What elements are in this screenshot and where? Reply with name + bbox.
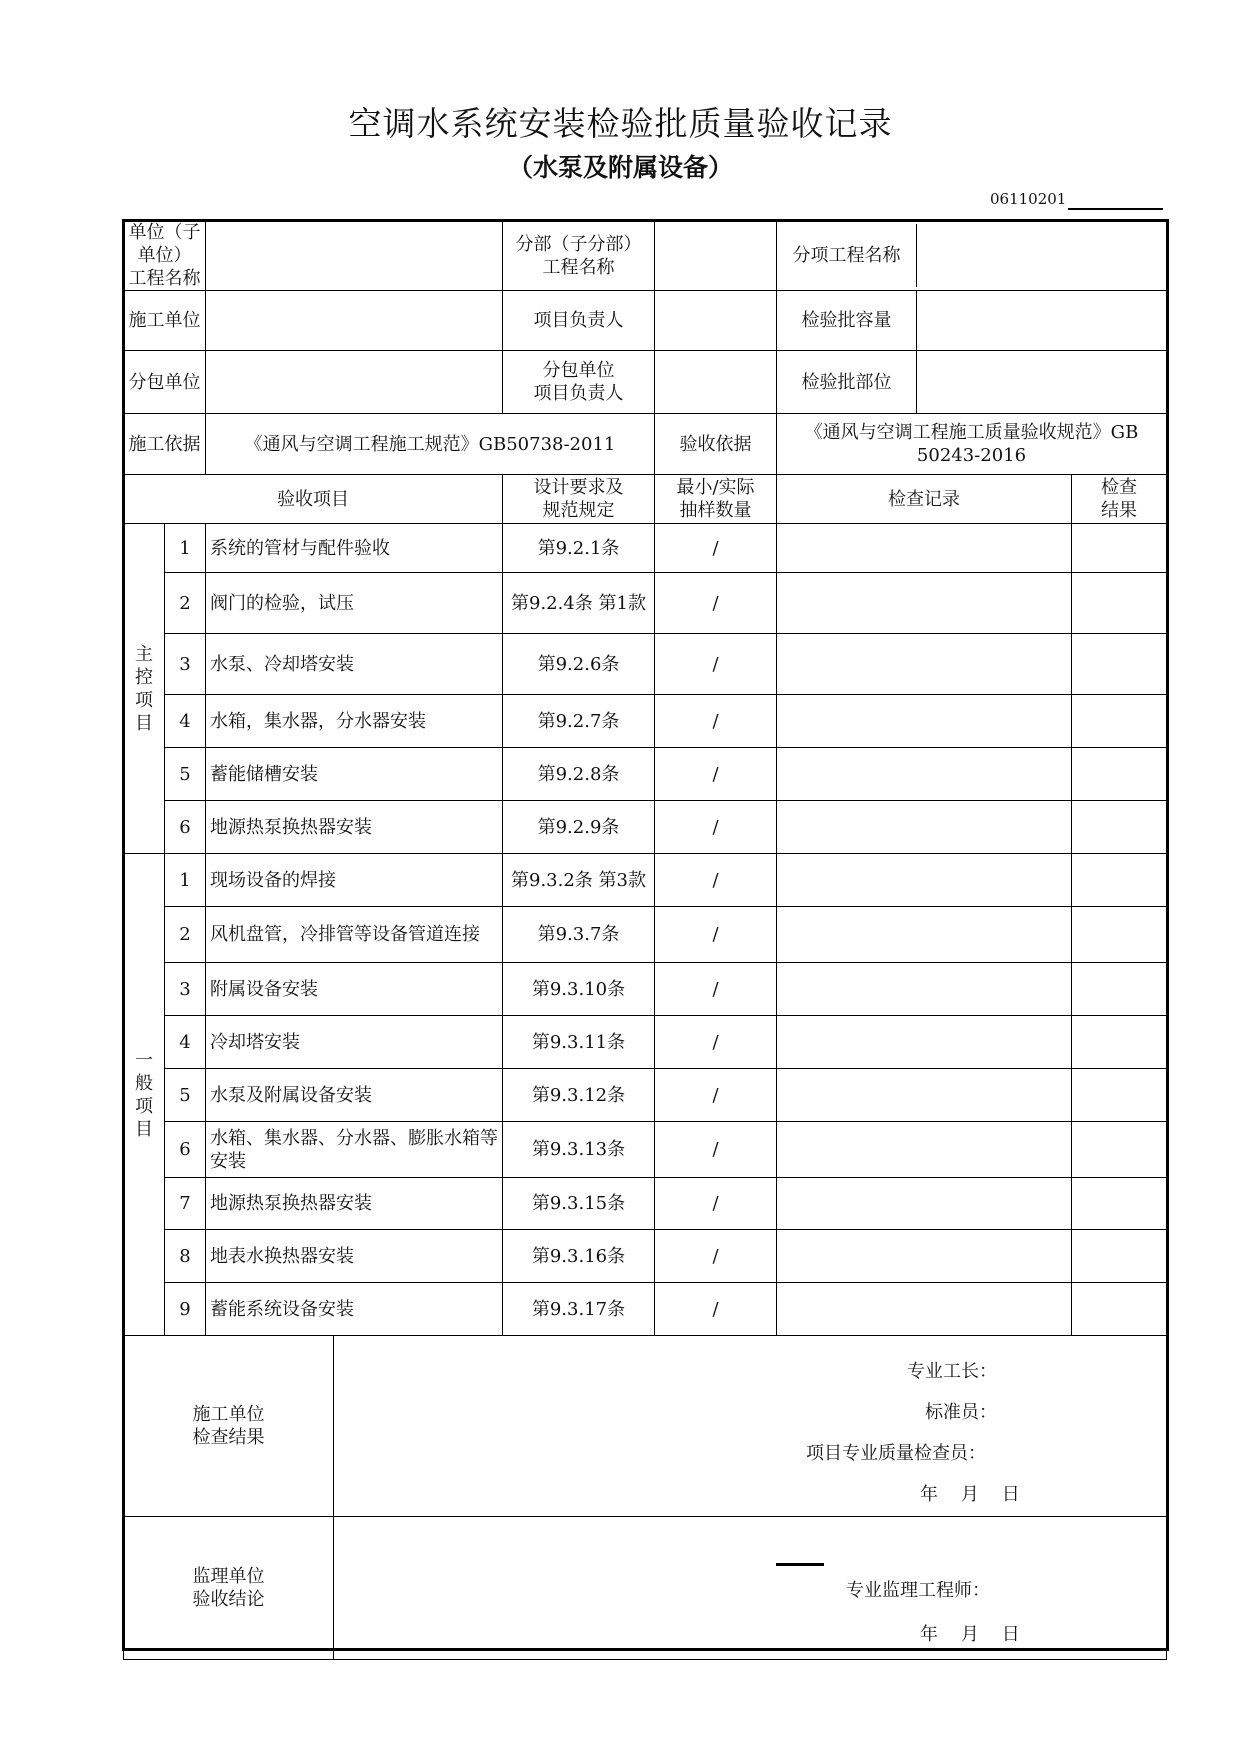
row-clause: 第9.3.2条 第3款 [503,854,655,907]
row-number: 7 [165,1178,206,1230]
construction-check-signature-area[interactable] [334,1336,1166,1516]
row-clause: 第9.3.13条 [503,1122,655,1178]
row-clause: 第9.3.17条 [503,1283,655,1336]
batch-location-label: 检验批部位 [777,351,917,413]
row-record-field[interactable] [777,963,1072,1016]
row-result-field[interactable] [1072,1069,1167,1122]
batch-capacity-label: 检验批容量 [777,291,917,350]
table-row [124,524,1167,573]
item-name-field[interactable] [917,224,1166,287]
row-number: 5 [165,748,206,801]
info-row [124,351,1167,414]
supervision-row [124,1517,1167,1660]
row-sample: / [655,1230,777,1283]
batch-capacity-field[interactable] [917,291,1166,350]
table-row [124,854,1167,907]
inspection-form-table [123,220,1167,1660]
batch-location-field[interactable] [917,351,1166,413]
table-row [124,1122,1167,1178]
sub-division-name-label: 分部（子分部） 工程名称 [503,221,655,291]
supervision-label: 监理单位 验收结论 [124,1517,334,1659]
foreman-label: 专业工长： [907,1361,997,1382]
subcontract-lead-label: 分包单位 项目负责人 [503,351,655,414]
row-sample: / [655,1122,777,1178]
col-items-header: 验收项目 [124,475,503,524]
row-record-field[interactable] [777,1016,1072,1069]
col-result-header: 检查 结果 [1072,475,1167,524]
unit-project-name-label: 单位（子单位） 工程名称 [124,221,206,291]
row-result-field[interactable] [1072,1178,1167,1230]
row-sample: / [655,695,777,748]
row-result-field[interactable] [1072,634,1167,695]
col-sample-header: 最小/实际 抽样数量 [655,475,777,524]
row-sample: / [655,907,777,963]
table-row [124,907,1167,963]
row-item: 现场设备的焊接 [206,854,503,907]
row-item: 水泵、冷却塔安装 [206,634,503,695]
quality-inspector-label: 项目专业质量检查员： [806,1443,986,1464]
row-record-field[interactable] [777,1230,1072,1283]
row-number: 1 [165,524,206,573]
col-record-header: 检查记录 [777,475,1072,524]
row-number: 6 [165,1122,206,1178]
row-clause: 第9.3.7条 [503,907,655,963]
table-row [124,1230,1167,1283]
row-sample: / [655,524,777,573]
construction-date-label: 年 月 日 [920,1484,1020,1505]
row-result-field[interactable] [1072,963,1167,1016]
row-record-field[interactable] [777,1178,1072,1230]
row-sample: / [655,748,777,801]
supervision-signature-area[interactable] [334,1517,1166,1659]
row-item: 附属设备安装 [206,963,503,1016]
row-record-field[interactable] [777,907,1072,963]
standard-officer-label: 标准员： [925,1402,997,1423]
row-item: 系统的管材与配件验收 [206,524,503,573]
construction-unit-label: 施工单位 [124,291,206,351]
row-result-field[interactable] [1072,1016,1167,1069]
row-clause: 第9.3.16条 [503,1230,655,1283]
subcontract-unit-label: 分包单位 [124,351,206,414]
main-control-label: 主 控 项 目 [124,524,165,854]
row-clause: 第9.3.11条 [503,1016,655,1069]
supervision-date-label: 年 月 日 [920,1624,1020,1645]
subcontract-lead-field[interactable] [655,351,777,414]
table-row [124,748,1167,801]
row-result-field[interactable] [1072,524,1167,573]
row-sample: / [655,573,777,634]
table-row [124,1283,1167,1336]
row-result-field[interactable] [1072,1283,1167,1336]
row-clause: 第9.2.7条 [503,695,655,748]
document-title: 空调水系统安装检验批质量验收记录 [348,104,893,143]
row-sample: / [655,1016,777,1069]
construction-unit-field[interactable] [206,291,503,351]
row-item: 地表水换热器安装 [206,1230,503,1283]
row-record-field[interactable] [777,695,1072,748]
construction-check-label: 施工单位 检查结果 [124,1336,334,1516]
row-sample: / [655,1283,777,1336]
row-item: 地源热泵换热器安装 [206,801,503,854]
form-code-suffix-line[interactable] [1068,208,1163,210]
row-number: 4 [165,695,206,748]
row-clause: 第9.2.8条 [503,748,655,801]
row-number: 4 [165,1016,206,1069]
row-item: 蓄能储槽安装 [206,748,503,801]
batch-location-cell [777,351,1167,414]
row-item: 风机盘管，冷排管等设备管道连接 [206,907,503,963]
table-row [124,801,1167,854]
row-clause: 第9.2.1条 [503,524,655,573]
row-result-field[interactable] [1072,573,1167,634]
row-result-field[interactable] [1072,1122,1167,1178]
basis-label: 施工依据 [124,414,206,475]
batch-capacity-cell [777,291,1167,351]
info-row [124,291,1167,351]
row-sample: / [655,1178,777,1230]
row-item: 阀门的检验，试压 [206,573,503,634]
row-number: 9 [165,1283,206,1336]
row-clause: 第9.2.6条 [503,634,655,695]
row-sample: / [655,634,777,695]
row-number: 8 [165,1230,206,1283]
row-sample: / [655,854,777,907]
table-row [124,1069,1167,1122]
row-item: 地源热泵换热器安装 [206,1178,503,1230]
col-design-header: 设计要求及 规范规定 [503,475,655,524]
supervision-engineer-label: 专业监理工程师： [846,1580,990,1601]
project-lead-label: 项目负责人 [503,291,655,351]
table-row [124,573,1167,634]
row-number: 3 [165,634,206,695]
subcontract-unit-field[interactable] [206,351,503,414]
table-row [124,1178,1167,1230]
row-result-field[interactable] [1072,801,1167,854]
row-sample: / [655,801,777,854]
project-lead-field[interactable] [655,291,777,351]
row-result-field[interactable] [1072,695,1167,748]
acceptance-basis-label: 验收依据 [655,414,777,475]
row-number: 2 [165,573,206,634]
info-row [124,414,1167,475]
row-item: 水箱，集水器，分水器安装 [206,695,503,748]
table-row [124,963,1167,1016]
row-record-field[interactable] [777,573,1072,634]
item-name-label: 分项工程名称 [777,224,917,287]
document-subtitle: （水泵及附属设备） [507,153,733,182]
row-item: 水箱、集水器、分水器、膨胀水箱等安装 [206,1122,503,1178]
row-record-field[interactable] [777,1122,1072,1178]
row-item: 水泵及附属设备安装 [206,1069,503,1122]
table-row [124,634,1167,695]
row-record-field[interactable] [777,634,1072,695]
row-number: 6 [165,801,206,854]
row-record-field[interactable] [777,524,1072,573]
row-sample: / [655,963,777,1016]
row-record-field[interactable] [777,854,1072,907]
row-result-field[interactable] [1072,854,1167,907]
row-result-field[interactable] [1072,1230,1167,1283]
row-clause: 第9.2.4条 第1款 [503,573,655,634]
row-clause: 第9.2.9条 [503,801,655,854]
row-result-field[interactable] [1072,748,1167,801]
conclusion-mark [776,1563,824,1566]
row-record-field[interactable] [777,748,1072,801]
row-number: 5 [165,1069,206,1122]
row-number: 3 [165,963,206,1016]
row-clause: 第9.3.10条 [503,963,655,1016]
row-clause: 第9.3.15条 [503,1178,655,1230]
row-record-field[interactable] [777,1283,1072,1336]
table-row [124,695,1167,748]
general-items-label: 一 般 项 目 [124,854,165,1336]
sub-division-name-field[interactable] [655,221,777,291]
unit-project-name-field[interactable] [206,221,503,291]
row-record-field[interactable] [777,801,1072,854]
row-result-field[interactable] [1072,907,1167,963]
basis-value: 《通风与空调工程施工规范》GB50738-2011 [206,414,655,475]
table-row [124,1016,1167,1069]
row-item: 冷却塔安装 [206,1016,503,1069]
row-record-field[interactable] [777,1069,1072,1122]
row-number: 1 [165,854,206,907]
acceptance-basis-value: 《通风与空调工程施工质量验收规范》GB 50243-2016 [777,414,1167,475]
row-clause: 第9.3.12条 [503,1069,655,1122]
form-code: 06110201 [990,190,1067,208]
row-item: 蓄能系统设备安装 [206,1283,503,1336]
row-sample: / [655,1069,777,1122]
item-name-cell [777,221,1167,291]
construction-check-row [124,1336,1167,1517]
column-header-row [124,475,1167,524]
info-row [124,221,1167,291]
row-number: 2 [165,907,206,963]
